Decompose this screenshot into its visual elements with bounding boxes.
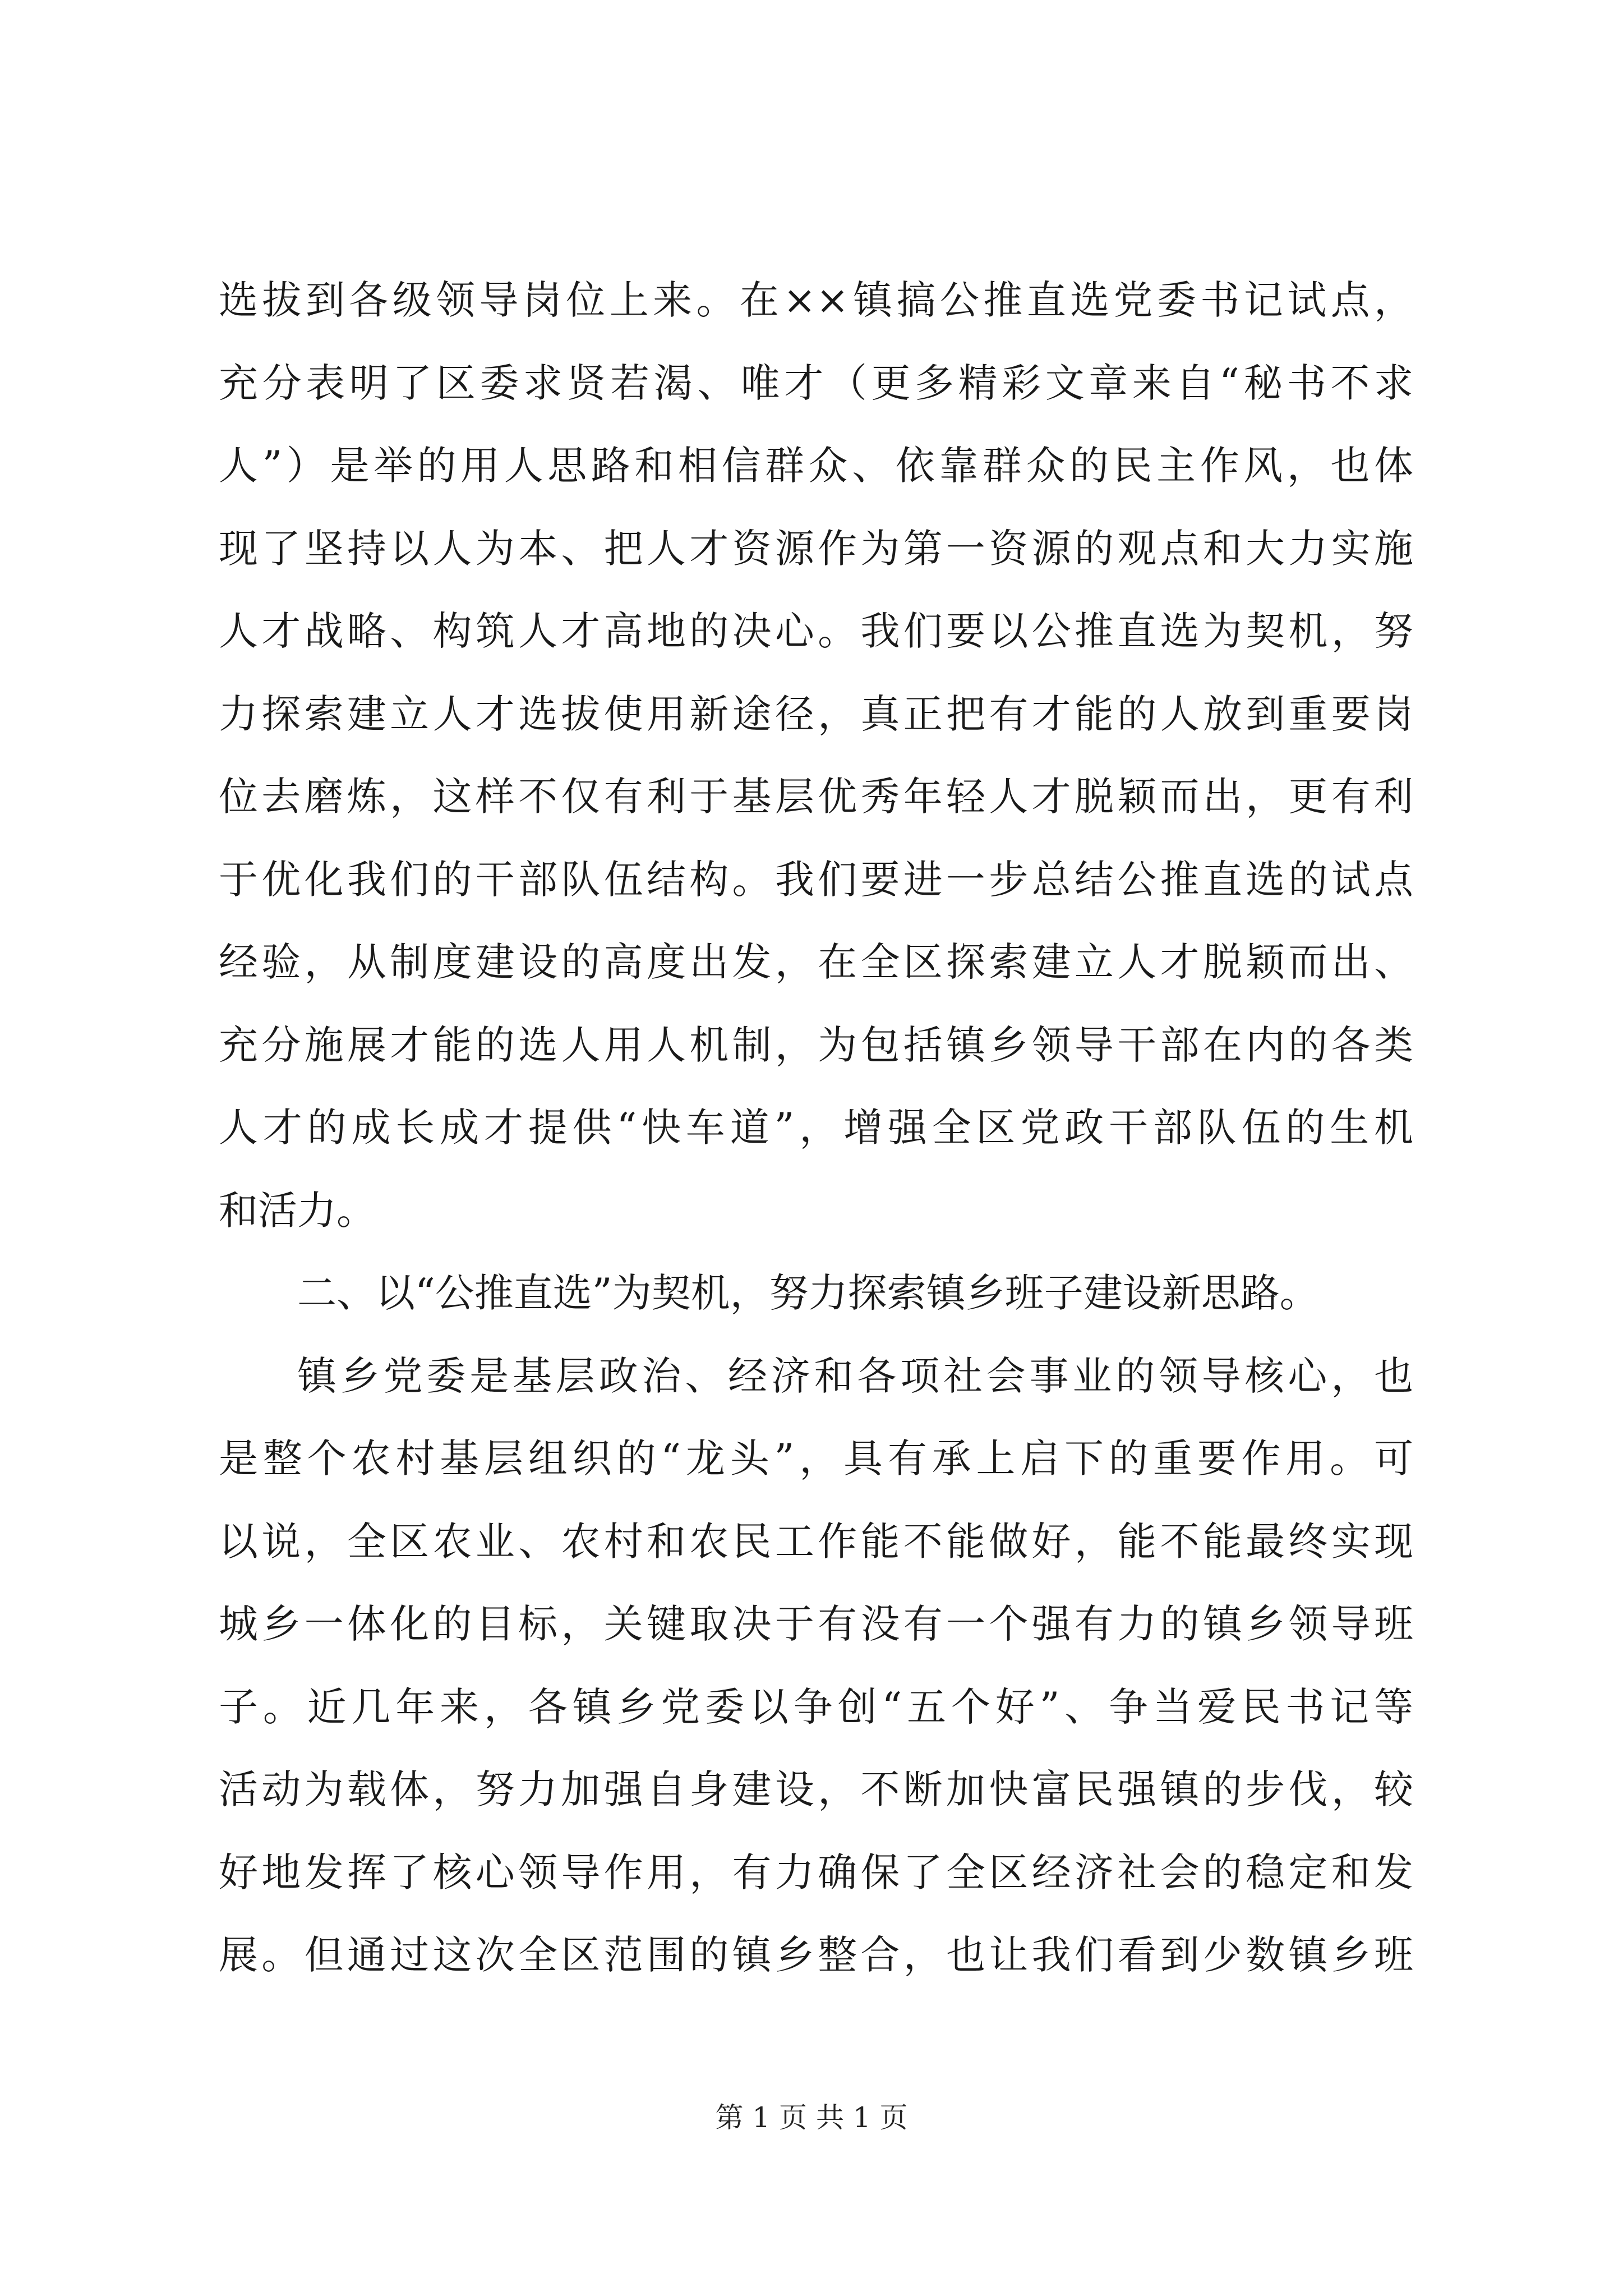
- text-line: 选拔到各级领导岗位上来。在××镇搞公推直选党委书记试点，: [219, 277, 1413, 323]
- text-line: 力探索建立人才选拔使用新途径，真正把有才能的人放到重要岗: [219, 691, 1413, 737]
- body-text: [219, 259, 1413, 1997]
- text-line: 人”）是举的用人思路和相信群众、依靠群众的民主作风，也体: [219, 443, 1413, 489]
- text-line: 和活力。: [219, 1187, 376, 1234]
- text-line: 好地发挥了核心领导作用，有力确保了全区经济社会的稳定和发: [219, 1849, 1413, 1895]
- text-line: 充分表明了区委求贤若渴、唯才（更多精彩文章来自“秘书不求: [219, 360, 1413, 406]
- text-line: 经验，从制度建设的高度出发，在全区探索建立人才脱颖而出、: [219, 939, 1413, 985]
- text-line: 活动为载体，努力加强自身建设，不断加快富民强镇的步伐，较: [219, 1766, 1413, 1812]
- text-line: 城乡一体化的目标，关键取决于有没有一个强有力的镇乡领导班: [219, 1601, 1413, 1647]
- text-line: 展。但通过这次全区范围的镇乡整合，也让我们看到少数镇乡班: [219, 1932, 1413, 1978]
- text-line: 于优化我们的干部队伍结构。我们要进一步总结公推直选的试点: [219, 856, 1413, 903]
- text-line: 镇乡党委是基层政治、经济和各项社会事业的领导核心，也: [297, 1352, 1413, 1399]
- page-footer: 第 1 页 共 1 页: [715, 2101, 908, 2134]
- text-line: 是整个农村基层组织的“龙头”，具有承上启下的重要作用。可: [219, 1435, 1413, 1481]
- text-line: 位去磨炼，这样不仅有利于基层优秀年轻人才脱颖而出，更有利: [219, 774, 1413, 820]
- text-line: 现了坚持以人为本、把人才资源作为第一资源的观点和大力实施: [219, 525, 1413, 572]
- text-line: 人才的成长成才提供“快车道”，增强全区党政干部队伍的生机: [219, 1105, 1413, 1151]
- text-line: 子。近几年来，各镇乡党委以争创“五个好”、争当爱民书记等: [219, 1683, 1413, 1730]
- text-line: 充分施展才能的选人用人机制，为包括镇乡领导干部在内的各类: [219, 1022, 1413, 1068]
- text-line: 人才战略、构筑人才高地的决心。我们要以公推直选为契机，努: [219, 608, 1413, 654]
- text-line: 以说，全区农业、农村和农民工作能不能做好，能不能最终实现: [219, 1518, 1413, 1565]
- section-heading: 二、以“公推直选”为契机，努力探索镇乡班子建设新思路。: [297, 1270, 1319, 1316]
